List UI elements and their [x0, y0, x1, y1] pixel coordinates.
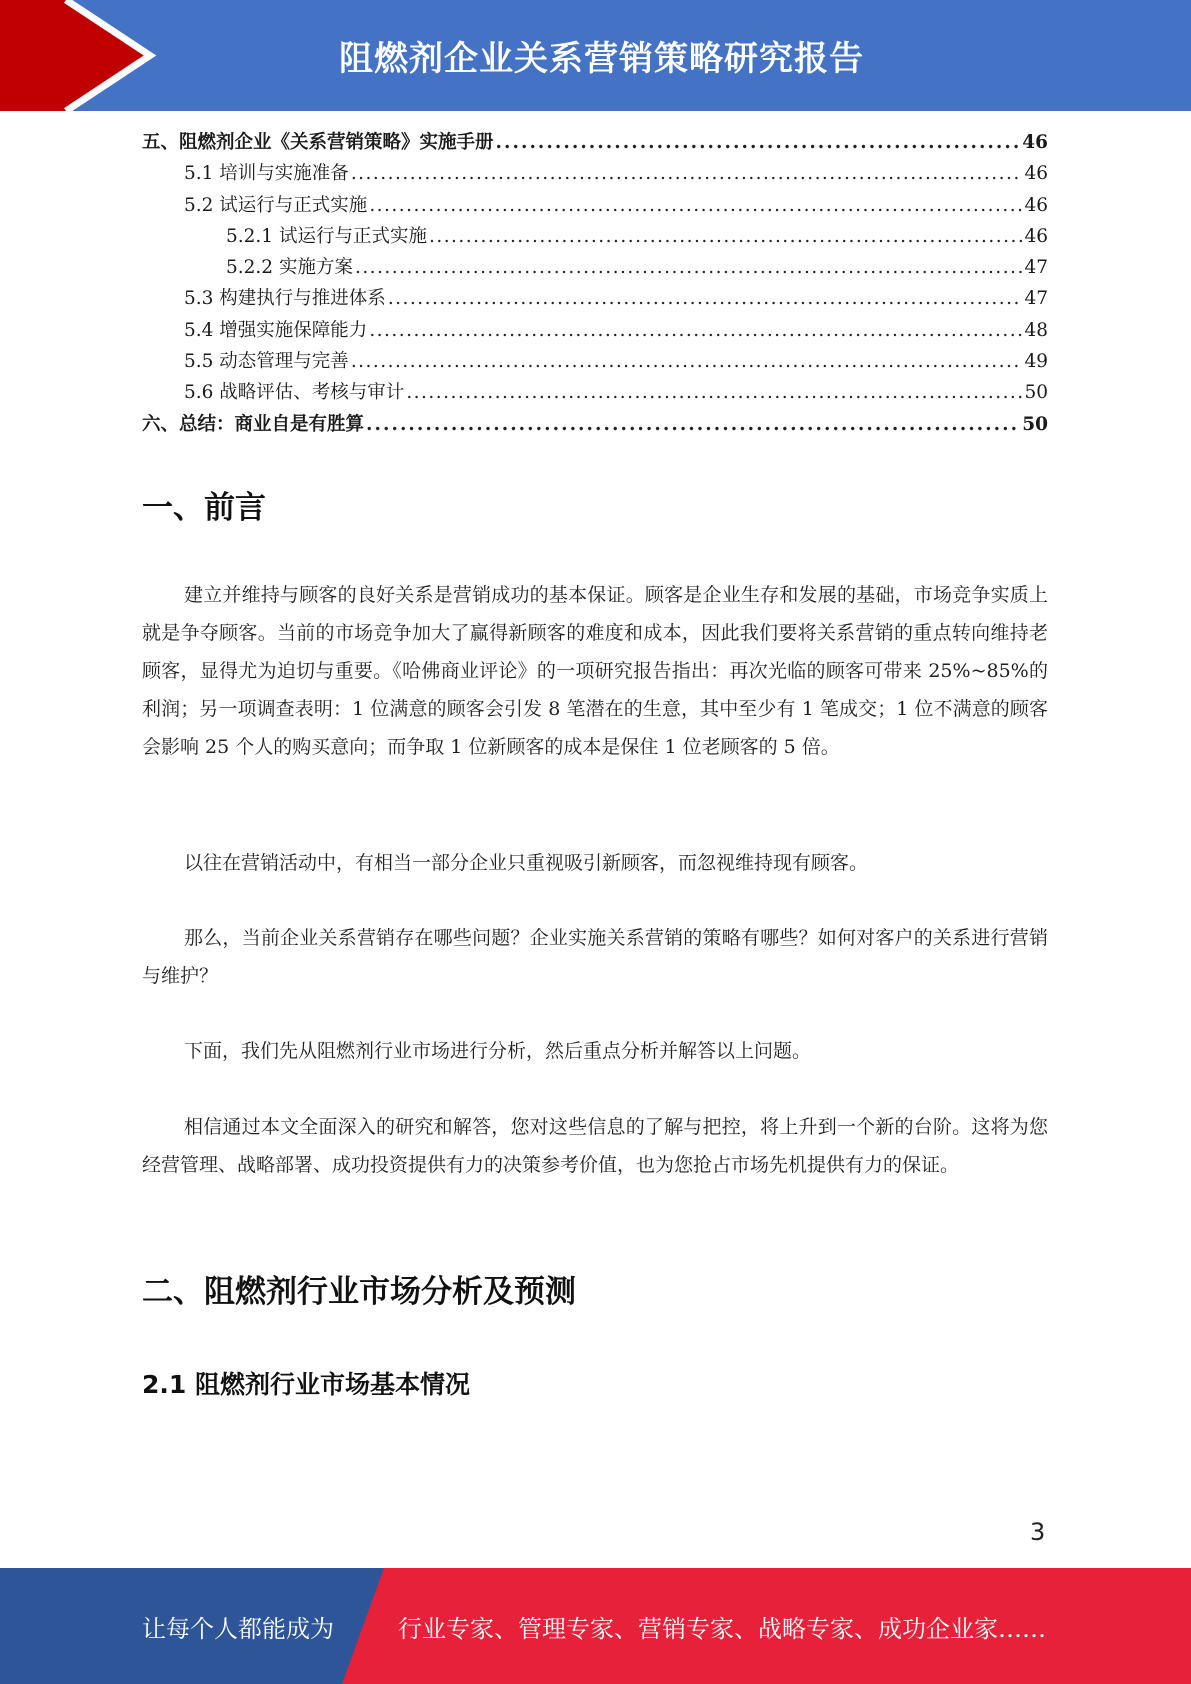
footer-slogan-right: 行业专家、管理专家、营销专家、战略专家、成功企业家…… — [398, 1614, 1046, 1643]
toc-dot-leader — [351, 163, 1023, 184]
toc-entry-page: 47 — [1024, 288, 1048, 310]
toc-entry-label: 5.2.2 实施方案 — [226, 257, 353, 279]
body-paragraph: 那么，当前企业关系营销存在哪些问题？企业实施关系营销的策略有哪些？如何对客户的关系进行营销与维护？ — [142, 927, 1048, 987]
header-bar — [0, 0, 1191, 111]
toc-entry-page: 50 — [1022, 413, 1048, 435]
body-paragraph: 以往在营销活动中，有相当一部分企业只重视吸引新顾客，而忽视维持现有顾客。 — [184, 852, 869, 874]
toc-entry-page: 46 — [1024, 194, 1048, 216]
toc-dot-leader — [366, 414, 1020, 435]
subsection-heading: 2.1 阻燃剂行业市场基本情况 — [142, 1370, 470, 1399]
toc-dot-leader — [369, 195, 1022, 216]
toc-entry-page: 46 — [1024, 225, 1048, 247]
document-title: 阻燃剂企业关系营销策略研究报告 — [339, 39, 864, 79]
toc-entry-label: 5.4 增强实施保障能力 — [184, 319, 368, 341]
toc-entry-label: 5.1 培训与实施准备 — [184, 163, 349, 185]
toc-dot-leader — [429, 226, 1022, 247]
toc-entry-page: 47 — [1024, 257, 1048, 279]
toc-entry-page: 46 — [1022, 132, 1048, 153]
body-paragraph: 下面，我们先从阻燃剂行业市场进行分析，然后重点分析并解答以上问题。 — [184, 1040, 812, 1062]
toc-entry-page: 48 — [1024, 319, 1048, 341]
toc-entry-label: 六、总结：商业自是有胜算 — [142, 413, 365, 435]
toc-entry[interactable] — [142, 410, 1048, 441]
toc-dot-leader — [496, 132, 1021, 153]
toc-entry[interactable] — [142, 316, 1048, 347]
table-of-contents — [142, 128, 1048, 441]
toc-entry-label: 5.5 动态管理与完善 — [184, 351, 349, 373]
toc-entry-label: 5.2.1 试运行与正式实施 — [226, 225, 427, 247]
toc-entry[interactable] — [142, 222, 1048, 253]
toc-entry-page: 49 — [1024, 351, 1048, 373]
body-paragraph: 相信通过本文全面深入的研究和解答，您对这些信息的了解与把控，将上升到一个新的台阶。这将为您经营管理、战略部署、成功投资提供有力的决策参考价值，也为您抢占市场先机提供有力的保证。 — [142, 1116, 1048, 1176]
toc-dot-leader — [406, 382, 1022, 403]
toc-entry[interactable] — [142, 347, 1048, 378]
toc-entry-label: 5.2 试运行与正式实施 — [184, 194, 368, 216]
toc-entry[interactable] — [142, 378, 1048, 409]
toc-dot-leader — [355, 257, 1023, 278]
footer-banner — [0, 1568, 1191, 1684]
footer-slogan-left: 让每个人都能成为 — [142, 1614, 334, 1643]
toc-entry[interactable] — [142, 128, 1048, 159]
section-heading-market-analysis: 二、阻燃剂行业市场分析及预测 — [142, 1274, 576, 1310]
toc-dot-leader — [369, 320, 1022, 341]
toc-entry-label: 5.6 战略评估、考核与审计 — [184, 382, 405, 404]
section-heading-preface: 一、前言 — [142, 490, 266, 526]
toc-entry[interactable] — [142, 191, 1048, 222]
body-paragraph: 建立并维持与顾客的良好关系是营销成功的基本保证。顾客是企业生存和发展的基础，市场竞争实质上就是争夺顾客。当前的市场竞争加大了赢得新顾客的难度和成本，因此我们要将关系营销的重点转向维持老顾客，显得尤为迫切与重要。《哈佛商业评论》的一项研究报告指出：再次光临的顾客可带来 25%~85%的利润；另一项调查表明：1 位满意的顾客会引发 8 笔潜在的生意，其中至少有 1 笔成交；1 位不满意的顾客会影响 25 个人的购买意向；而争取 1 位新顾客的成本是保住 1 位老顾客的 5 倍。 — [142, 584, 1048, 758]
toc-entry[interactable] — [142, 159, 1048, 190]
toc-dot-leader — [351, 351, 1023, 372]
page-number: 3 — [1030, 1518, 1046, 1546]
toc-dot-leader — [388, 288, 1023, 309]
toc-entry-label: 五、阻燃剂企业《关系营销策略》实施手册 — [142, 132, 494, 153]
toc-entry-label: 5.3 构建执行与推进体系 — [184, 288, 386, 310]
toc-entry-page: 46 — [1024, 163, 1048, 185]
toc-entry[interactable] — [142, 253, 1048, 284]
toc-entry[interactable] — [142, 284, 1048, 315]
toc-entry-page: 50 — [1024, 382, 1048, 404]
